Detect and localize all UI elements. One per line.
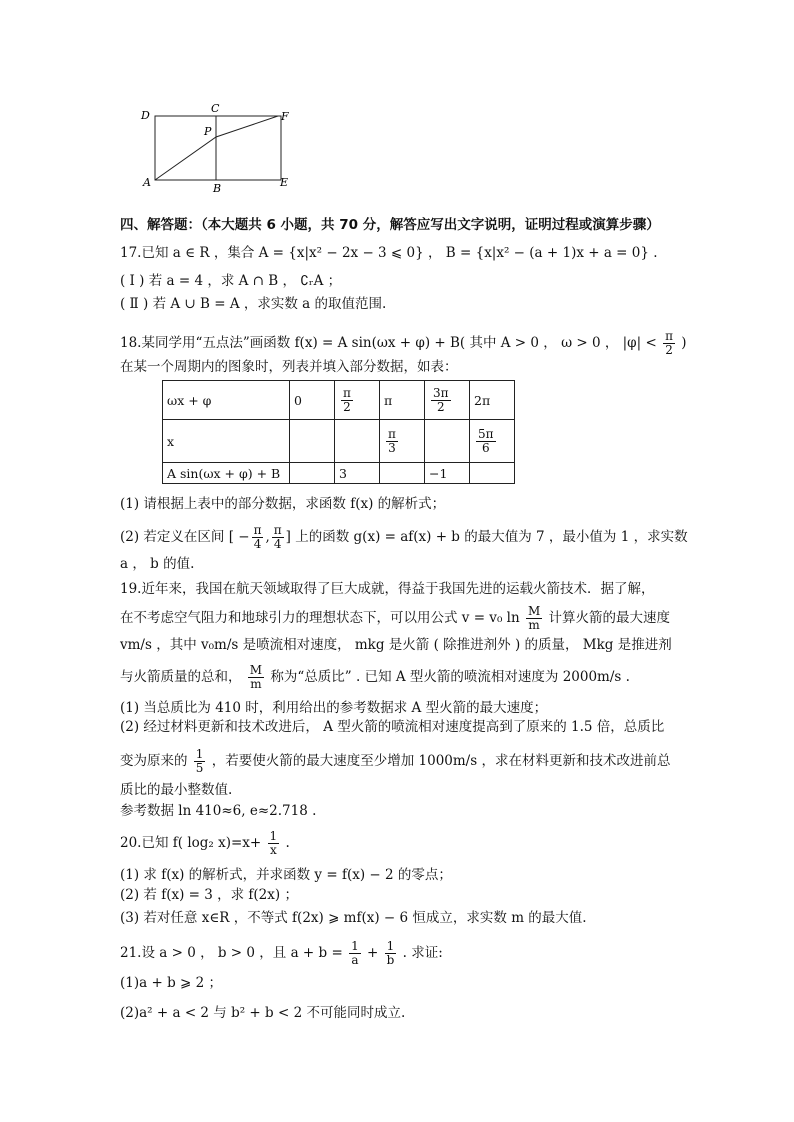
table-cell bbox=[335, 381, 380, 420]
fraction-numerator: 1 bbox=[269, 829, 278, 843]
table-cell bbox=[470, 463, 515, 484]
q18-stem bbox=[120, 330, 687, 357]
interval-left: [ − bbox=[228, 529, 250, 545]
q21-fraction-b bbox=[385, 940, 397, 967]
table-cell bbox=[335, 420, 380, 463]
fraction-numerator: 1 bbox=[386, 939, 395, 953]
fraction-denominator: 4 bbox=[273, 537, 282, 551]
fraction-denominator: m bbox=[528, 618, 540, 632]
section-title: 四、解答题：（本大题共 6 小题，共 70 分，解答应写出文字说明，证明过程或演算步骤） bbox=[120, 217, 660, 233]
q20-stem-text: 20.已知 f( log₂ x)=x+ bbox=[120, 835, 262, 851]
fraction-numerator: π bbox=[253, 523, 262, 537]
q19-line3: vm/s ，其中 v₀m/s 是喷流相对速度， mkg 是火箭 ( 除推进剂外 ) 的质量， Mkg 是推进剂 bbox=[120, 637, 672, 653]
q19-line2-text-b: 计算火箭的最大速度 bbox=[548, 610, 671, 626]
q19-fraction-2 bbox=[248, 664, 264, 691]
q18-part2-text-b: 上的函数 g(x) = af(x) + b 的最大值为 7 ，最小值为 1 ，求实数 bbox=[295, 529, 688, 545]
fraction-numerator: M bbox=[527, 604, 541, 618]
fraction-numerator: π bbox=[273, 523, 282, 537]
table-cell: x bbox=[163, 420, 290, 463]
q21-stem-text: 21.设 a > 0 ， b > 0 ，且 a + b = bbox=[120, 945, 343, 961]
table-cell bbox=[425, 420, 470, 463]
q19-line4-text: 与火箭质量的总和， bbox=[120, 669, 242, 685]
q20-stem bbox=[120, 830, 290, 857]
q19-part1: (1) 当总质比为 410 时，利用给出的参考数据求 A 型火箭的最大速度； bbox=[120, 700, 548, 716]
q19-reference: 参考数据 ln 410≈6, e≈2.718 . bbox=[120, 803, 317, 819]
fraction-numerator: 5π bbox=[478, 426, 494, 441]
q21-fraction-a bbox=[349, 940, 361, 967]
q18-stem-fraction bbox=[663, 330, 675, 357]
q21-stem bbox=[120, 940, 443, 967]
table-cell bbox=[290, 463, 335, 484]
q19-line4 bbox=[120, 664, 630, 691]
label-a: A bbox=[143, 176, 151, 189]
fraction-numerator: 3π bbox=[433, 385, 449, 400]
interval-right: ] bbox=[285, 529, 291, 545]
table-cell: 0 bbox=[290, 381, 335, 420]
q18-part1: (1) 请根据上表中的部分数据，求函数 f(x) 的解析式； bbox=[120, 496, 446, 512]
fraction-denominator: 6 bbox=[481, 440, 490, 455]
fraction-numerator: π bbox=[665, 329, 673, 343]
cell-fraction bbox=[431, 387, 451, 414]
q18-stem-close: ) bbox=[681, 335, 687, 351]
fraction-numerator: M bbox=[249, 663, 263, 677]
q19-part2-line3: 质比的最小整数值. bbox=[120, 782, 233, 798]
table-row bbox=[163, 420, 515, 463]
fraction-numerator: π bbox=[388, 426, 396, 441]
q19-part2-line1: (2) 经过材料更新和技术改进后， A 型火箭的喷流相对速度提高到了原来的 1.5 倍，总质比 bbox=[120, 719, 665, 735]
cell-fraction bbox=[341, 387, 353, 414]
table-cell: ωx + φ bbox=[163, 381, 290, 420]
cell-fraction bbox=[476, 428, 496, 455]
q19-fraction-3 bbox=[194, 748, 206, 775]
q19-line2 bbox=[120, 605, 670, 632]
q18-part2-line2: a ， b 的值. bbox=[120, 556, 195, 572]
table-cell bbox=[380, 463, 425, 484]
fraction-numerator: 1 bbox=[351, 939, 359, 953]
q19-line4-text-b: 称为“总质比” . 已知 A 型火箭的喷流相对速度为 2000m/s . bbox=[270, 669, 630, 685]
fraction-denominator: 4 bbox=[253, 537, 262, 551]
table-cell: 3 bbox=[335, 463, 380, 484]
q19-part2-text: 变为原来的 bbox=[120, 753, 188, 769]
q20-part3: (3) 若对任意 x∈R ，不等式 f(2x) ⩾ mf(x) − 6 恒成立，求实数 m 的最大值. bbox=[120, 910, 587, 926]
fraction-denominator: b bbox=[386, 953, 395, 967]
fraction-numerator: π bbox=[343, 385, 351, 400]
q19-line2-text: 在不考虑空气阻力和地球引力的理想状态下，可以用公式 v = v₀ ln bbox=[120, 610, 520, 626]
q20-part1: (1) 求 f(x) 的解析式，并求函数 y = f(x) − 2 的零点； bbox=[120, 867, 452, 883]
fraction-denominator: 2 bbox=[343, 399, 351, 414]
fraction-denominator: 3 bbox=[388, 440, 396, 455]
label-e: E bbox=[280, 176, 289, 189]
label-b: B bbox=[213, 182, 222, 195]
table-row bbox=[163, 463, 515, 484]
q17-part2: ( Ⅱ ) 若 A ∪ B = A ，求实数 a 的取值范围. bbox=[120, 296, 387, 312]
table-row bbox=[163, 381, 515, 420]
fraction-numerator: 1 bbox=[195, 747, 204, 761]
q18-part2 bbox=[120, 524, 688, 551]
table-cell: 2π bbox=[470, 381, 515, 420]
five-point-table bbox=[162, 380, 515, 484]
q21-plus: + bbox=[367, 945, 379, 961]
table-cell bbox=[470, 420, 515, 463]
q19-part2-line2 bbox=[120, 748, 670, 775]
q20-fraction bbox=[268, 830, 280, 857]
q17-part1: ( Ⅰ ) 若 a = 4 ，求 A ∩ B ， ∁ᵣA ； bbox=[120, 273, 342, 289]
table-cell bbox=[425, 381, 470, 420]
q17-stem: 17.已知 a ∈ R ，集合 A = {x|x² − 2x − 3 ⩽ 0} ， B = {x|x² − (a + 1)x + a = 0} . bbox=[120, 245, 658, 261]
label-p: P bbox=[204, 125, 212, 138]
outer-rectangle bbox=[155, 116, 281, 180]
fraction-denominator: 2 bbox=[665, 343, 673, 357]
q20-part2: (2) 若 f(x) = 3 ，求 f(2x) ； bbox=[120, 887, 298, 903]
q18-stem-line2: 在某一个周期内的图象时，列表并填入部分数据，如表： bbox=[120, 359, 458, 375]
table-cell: A sin(ωx + φ) + B bbox=[163, 463, 290, 484]
rectangle-figure bbox=[135, 100, 305, 200]
q19-line1: 19.近年来，我国在航天领域取得了巨大成就，得益于我国先进的运载火箭技术．据了解， bbox=[120, 581, 655, 597]
interval-fraction-left bbox=[252, 524, 264, 551]
q18-part2-text: (2) 若定义在区间 bbox=[120, 529, 225, 545]
fraction-denominator: 2 bbox=[436, 399, 445, 414]
label-f: F bbox=[281, 110, 289, 123]
table-cell: −1 bbox=[425, 463, 470, 484]
table-cell bbox=[380, 420, 425, 463]
fraction-denominator: m bbox=[250, 677, 262, 691]
table-cell: π bbox=[380, 381, 425, 420]
q20-stem-end: . bbox=[285, 835, 290, 851]
fraction-denominator: 5 bbox=[195, 761, 204, 775]
q18-stem-text: 18.某同学用“五点法”画函数 f(x) = A sin(ωx + φ) + B( 其中 A > 0 ， ω > 0 ， |φ| < bbox=[120, 335, 657, 351]
q19-part2-text-b: ，若要使火箭的最大速度至少增加 1000m/s ，求在材料更新和技术改进前总 bbox=[211, 753, 671, 769]
fraction-denominator: a bbox=[351, 953, 359, 967]
fraction-denominator: x bbox=[269, 843, 277, 857]
q21-stem-end: . 求证: bbox=[402, 945, 443, 961]
interval-comma: , bbox=[265, 529, 270, 545]
interval-fraction-right bbox=[272, 524, 284, 551]
q21-part1: (1)a + b ⩾ 2 ； bbox=[120, 975, 222, 991]
label-d: D bbox=[141, 109, 150, 122]
label-c: C bbox=[211, 102, 220, 115]
q19-fraction bbox=[526, 605, 542, 632]
q21-part2: (2)a² + a < 2 与 b² + b < 2 不可能同时成立. bbox=[120, 1005, 406, 1021]
table-cell bbox=[290, 420, 335, 463]
cell-fraction bbox=[386, 428, 398, 455]
